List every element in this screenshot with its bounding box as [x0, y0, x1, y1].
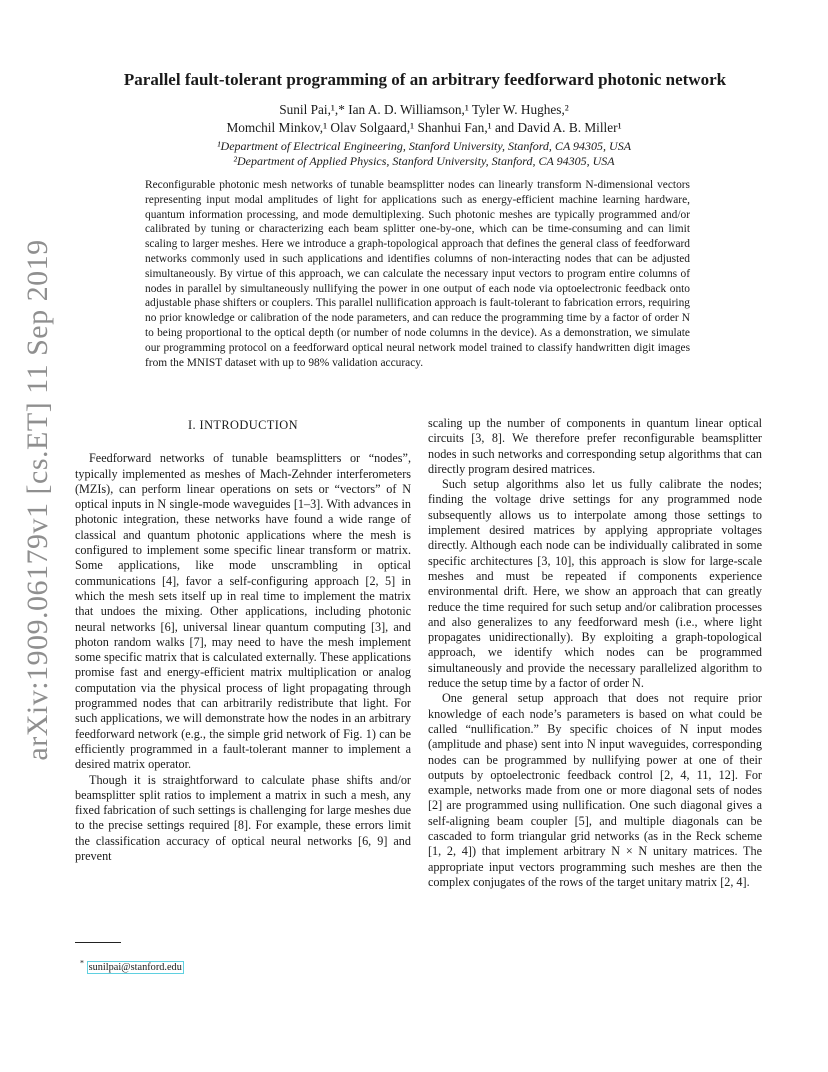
footnote	[80, 958, 184, 973]
arxiv-sidebar	[14, 239, 62, 761]
paper-title: Parallel fault-tolerant programming of an arbitrary feedforward photonic network	[123, 70, 727, 89]
intro-paragraph-3: scaling up the number of components in quantum linear optical circuits [3, 8]. We therefore prefer reconfigurable beamsplitter nodes in such networks and corresponding setup algorithms that can directly program desired matrices.	[428, 416, 762, 476]
affiliation-2: ²Department of Applied Physics, Stanford University, Stanford, CA 94305, USA	[233, 154, 615, 168]
intro-paragraph-5: One general setup approach that does not require prior knowledge of each node’s parameters is based on what could be called “nullification.” By specific choices of N input modes (amplitude and phase) sent into N input waveguides, corresponding nodes can be programmed by nullifying power at one of their outputs by optoelectronic feedback control [2, 4, 11, 12]. For example, networks made from one or more diagonal sets of nodes [2] are programmed using nullification. One such diagonal gives a self-aligning beam coupler [5], and multiple diagonals can be cascaded to form triangular grid networks (as in the Reck scheme [1, 2, 4]) that implement arbitrary N × N unitary matrices. The appropriate input vectors programming such meshes are then the complex conjugates of the rows of the target unitary matrix [2, 4].	[428, 691, 762, 889]
affiliations	[120, 139, 728, 169]
section-heading: I. INTRODUCTION	[188, 418, 298, 432]
affiliation-1: ¹Department of Electrical Engineering, Stanford University, Stanford, CA 94305, USA	[216, 139, 632, 153]
footnote-rule	[75, 942, 121, 943]
authors-line-2: Momchil Minkov,¹ Olav Solgaard,¹ Shanhui Fan,¹ and David A. B. Miller¹	[226, 120, 622, 135]
arxiv-identifier: arXiv:1909.06179v1 [cs.ET] 11 Sep 2019	[21, 239, 54, 761]
intro-paragraph-2: Though it is straightforward to calculate phase shifts and/or beamsplitter split ratios to implement a matrix in such a mesh, any fixed fabrication of such settings is challenging for large meshes due to the precise settings required [8]. For example, these errors limit the classification accuracy of optical neural networks [6, 9] and prevent	[75, 772, 411, 864]
abstract: Reconfigurable photonic mesh networks of tunable beamsplitter nodes can linearly transform N-dimensional vectors representing input modal amplitudes of light for applications such as energy-efficient machine learning hardware, quantum information processing, and mode demultiplexing. Such photonic meshes are typically programmed and/or calibrated by tuning or characterizing each beam splitter one-by-one, which can be time-consuming and can limit scaling to larger meshes. Here we introduce a graph-topological approach that defines the general class of feedforward networks commonly used in such applications and identifies columns of non-interacting nodes that can be adjusted simultaneously. By virtue of this approach, we can calculate the necessary input vectors to program entire columns of nodes in parallel by simultaneously nullifying the power in one output of each node via optoelectronic feedback onto adjustable phase shifters or couplers. This parallel nullification approach is fault-tolerant to fabrication errors, requiring no prior knowledge or calibration of the node parameters, and can reduce the programming time by a factor of order N to being proportional to the optical depth (or number of node columns in the device). As a demonstration, we simulate our programming protocol on a feedforward optical neural network model trained to classify handwritten digit images from the MNIST dataset with up to 98% validation accuracy.	[145, 179, 690, 369]
intro-paragraph-4: Such setup algorithms also let us fully calibrate the nodes; finding the voltage drive settings for any programmed node subsequently allows us to interpolate among those settings to implement desired matrices by applying appropriate voltages directly. Although each node can be individually calibrated in some specific architectures [3, 10], this approach is slow for large-scale meshes and must be repeated if components experience environmental drift. Here, we show an approach that can greatly reduce the time required for such setup and/or calibration processes and also generalizes to any feedforward mesh (i.e., where light propagates unidirectionally). By exploiting a graph-topological approach, we identify which nodes can be programmed simultaneously and provide the necessary parallelized algorithm to reduce the setup time by a factor of order N.	[428, 477, 762, 691]
email-link[interactable]: sunilpai@stanford.edu	[88, 962, 182, 973]
right-column	[428, 416, 762, 890]
intro-paragraph-1: Feedforward networks of tunable beamsplitters or “nodes”, typically implemented as meshes of Mach-Zehnder interferometers (MZIs), can perform linear operations on sets or “vectors” of N optical inputs in N single-mode waveguides [1–3]. With advances in photonic integration, these networks have found a wide range of classical and quantum photonic applications where the mesh is configured to implement some specific linear transform or matrix. Some applications, like mode unscrambling in optical communications [4], favor a self-configuring approach [2, 5] in which the mesh sets itself up in real time to implement the matrix that undoes the mixing. Other applications, including photonic neural networks [6], universal linear quantum computing [3], and photon random walks [7], may need to have the mesh implement some specific matrix that is calculated externally. These applications promise fast and energy-efficient matrix multiplication or analog computation via the physical process of light propagating through programmed nodes that can arbitrarily redistribute that light. For such applications, we will demonstrate how the nodes in an arbitrary feedforward network (e.g., the simple grid network of Fig. 1) can be efficiently programmed in a fault-tolerant manner to implement a desired matrix operator.	[75, 451, 411, 772]
left-column	[75, 416, 411, 864]
author-list	[120, 101, 728, 137]
authors-line-1: Sunil Pai,¹,* Ian A. D. Williamson,¹ Tyler W. Hughes,²	[279, 102, 569, 117]
footnote-marker: *	[80, 958, 84, 968]
